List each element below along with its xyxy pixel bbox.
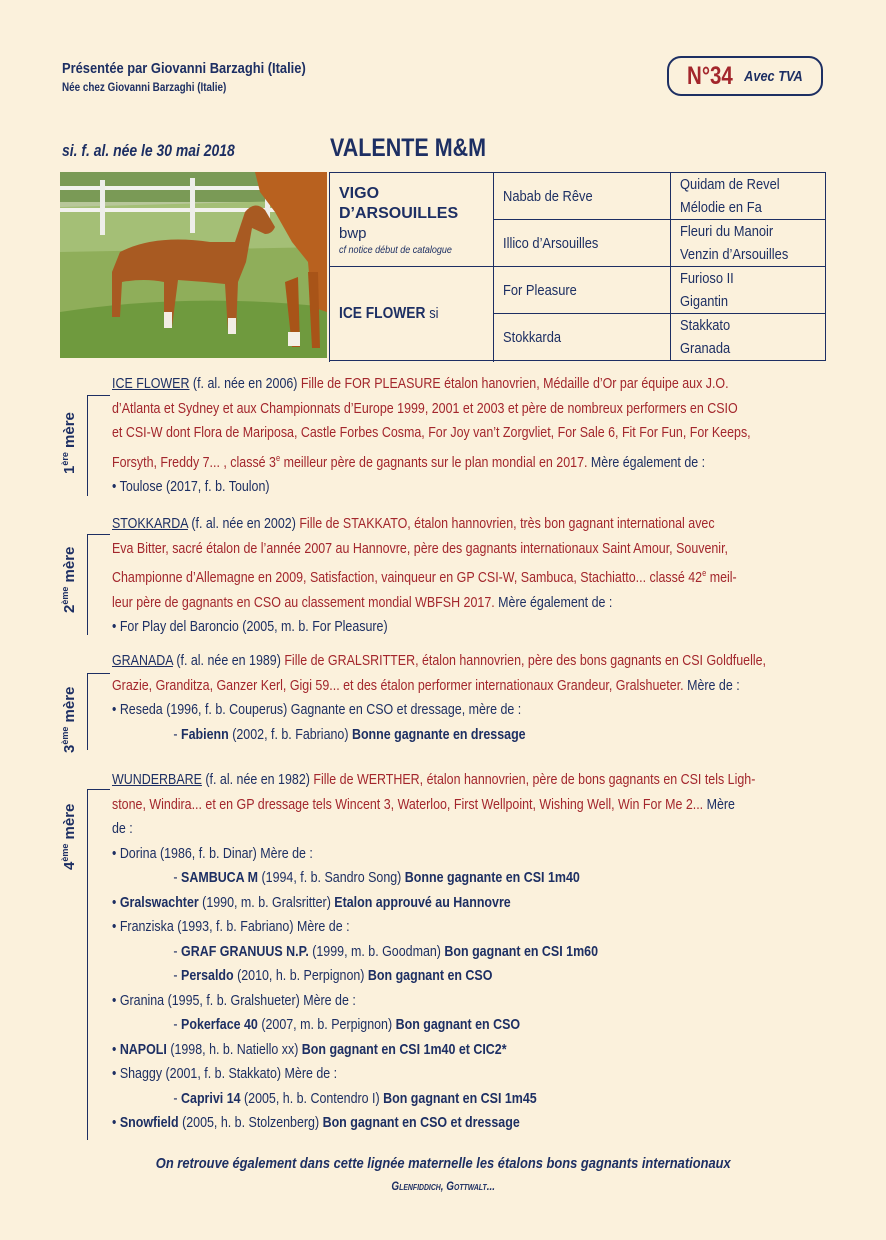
- pedigree-gen3-3-4: Fleuri du Manoir Venzin d’Arsouilles: [671, 220, 826, 267]
- bracket-1: [87, 395, 110, 496]
- dam-name: STOKKARDA: [112, 515, 188, 532]
- birth-line: si. f. al. née le 30 mai 2018: [62, 141, 235, 160]
- breeder-line: Née chez Giovanni Barzaghi (Italie): [62, 82, 227, 94]
- dam-studbook: si: [429, 304, 439, 322]
- offspring-item: • Toulose (2017, f. b. Toulon): [112, 478, 270, 495]
- offspring-item: • Snowfield (2005, h. b. Stolzenberg) Bon gagnant en CSO et dressage: [112, 1114, 520, 1131]
- pedigree-dam: [330, 267, 494, 361]
- pedigree-sire: [330, 173, 494, 267]
- sire-name-1: VIGO: [339, 184, 380, 202]
- offspring-item: • Franziska (1993, f. b. Fabriano) Mère de :: [112, 918, 350, 935]
- bracket-4: [87, 789, 110, 1140]
- sire-note: cf notice début de catalogue: [339, 243, 452, 256]
- dam-name: WUNDERBARE: [112, 771, 202, 788]
- offspring-item: - Pokerface 40 (2007, m. b. Perpignon) Bon gagnant en CSO: [173, 1016, 521, 1033]
- pedigree-gen2-4: Stokkarda: [494, 314, 671, 361]
- offspring-item: - Caprivi 14 (2005, h. b. Contendro I) Bon gagnant en CSI 1m45: [173, 1089, 537, 1107]
- offspring-item: • NAPOLI (1998, h. b. Natiello xx) Bon gagnant en CSI 1m40 et CIC2*: [112, 1040, 507, 1058]
- bracket-3: [87, 673, 110, 750]
- pedigree-gen2-2: Illico d’Arsouilles: [494, 220, 671, 267]
- dam-name: GRANADA: [112, 652, 173, 669]
- tax-label: Avec TVA: [744, 67, 804, 85]
- section-2eme-mere: STOKKARDA (f. al. née en 2002) Fille de STAKKATO, étalon hannovrien, très bon gagnant international avec Eva Bitter, sacré étalon de l’année 2007 au Hannovre, père des gagnants internationaux Saint Amour, Souvenir, Championne d’Allemagne en 2009, Satisfaction, vainqueur en GP CSI-W, Sambuca, Stachiatto... classé 42e meil- leur père de gagnants en CSO au classement mondial WBFSH 2017. Mère également de : • For Play del Baroncio (2005, m. b. For Pleasure): [112, 512, 826, 640]
- pedigree-gen2-3: For Pleasure: [494, 267, 671, 314]
- dam-name: ICE FLOWER: [339, 304, 426, 322]
- lot-badge: [667, 56, 823, 96]
- bracket-2: [87, 534, 110, 635]
- sire-studbook: bwp: [339, 224, 367, 242]
- offspring-item: • Granina (1995, f. b. Gralshueter) Mère de :: [112, 991, 356, 1009]
- dam-name: ICE FLOWER: [112, 375, 190, 392]
- pedigree-gen3-5-6: Furioso II Gigantin: [671, 267, 826, 314]
- label-3eme-mere: 3ème mère: [60, 686, 78, 753]
- section-4eme-mere: WUNDERBARE (f. al. née en 1982) Fille de WERTHER, étalon hannovrien, père de bons gagnants en CSI tels Ligh- stone, Windira... et en GP dressage tels Wincent 3, Waterloo, First Wellpoint, Wishing Well, Win For Me 2... Mère de : • Dorina (1986, f. b. Dinar) Mère de : - SAMBUCA M (1994, f. b. Sandro Song) Bonne gagnante en CSI 1m40 • Gralswachter (1990, m. b. Gralsritter) Etalon approuvé au Hannovre • Franziska (1993, f. b. Fabriano) Mère de : - GRAF GRANUUS N.P. (1999, m. b. Goodman) Bon gagnant en CSI 1m60 - Persaldo (2010, h. b. Perpignon) Bon gagnant en CSO • Granina (1995, f. b. Gralshueter) Mère de : - Pokerface 40 (2007, m. b. Perpignon) Bon gagnant en CSO • NAPOLI (1998, h. b. Natiello xx) Bon gagnant en CSI 1m40 et CIC2* • Shaggy (2001, f. b. Stakkato) Mère de : - Caprivi 14 (2005, h. b. Contendro I) Bon gagnant en CSI 1m45 • Snowfield (2005, h. b. Stolzenberg) Bon gagnant en CSO et dressage: [112, 768, 826, 1136]
- offspring-item: • Reseda (1996, f. b. Couperus) Gagnante en CSO et dressage, mère de :: [112, 701, 522, 718]
- lot-number: N°34: [686, 61, 733, 90]
- label-1ere-mere: 1ère mère: [60, 412, 78, 474]
- pedigree-gen2-1: Nabab de Rêve: [494, 173, 671, 220]
- label-2eme-mere: 2ème mère: [60, 546, 78, 613]
- horse-name: VALENTE M&M: [330, 134, 487, 162]
- offspring-item: • Shaggy (2001, f. b. Stakkato) Mère de :: [112, 1065, 338, 1082]
- footer-line-1: On retrouve également dans cette lignée maternelle les étalons bons gagnants internationaux: [155, 1155, 731, 1172]
- pedigree-gen3-1-2: Quidam de Revel Mélodie en Fa: [671, 173, 826, 220]
- presenter-line: Présentée par Giovanni Barzaghi (Italie): [62, 60, 306, 77]
- offspring-item: - Persaldo (2010, h. b. Perpignon) Bon gagnant en CSO: [173, 967, 493, 984]
- sire-name-2: D’ARSOUILLES: [339, 204, 459, 222]
- offspring-item: • For Play del Baroncio (2005, m. b. For Pleasure): [112, 618, 388, 635]
- offspring-item: - SAMBUCA M (1994, f. b. Sandro Song) Bonne gagnante en CSI 1m40: [173, 869, 580, 886]
- section-3eme-mere: GRANADA (f. al. née en 1989) Fille de GRALSRITTER, étalon hannovrien, père des bons gagnants en CSI Goldfuelle, Grazie, Granditza, Ganzer Kerl, Gigi 59... et des étalon performer internationaux Grandeur, Gralshueter. Mère de : • Reseda (1996, f. b. Couperus) Gagnante en CSO et dressage, mère de : - Fabienn (2002, f. b. Fabriano) Bonne gagnante en dressage: [112, 649, 826, 747]
- foal-photo: [60, 172, 327, 358]
- label-4eme-mere: 4ème mère: [60, 803, 78, 870]
- pedigree-table: [329, 172, 826, 361]
- pedigree-gen3-7-8: Stakkato Granada: [671, 314, 826, 361]
- offspring-item: • Gralswachter (1990, m. b. Gralsritter) Etalon approuvé au Hannovre: [112, 893, 511, 911]
- offspring-item: - GRAF GRANUUS N.P. (1999, m. b. Goodman) Bon gagnant en CSI 1m60: [173, 942, 599, 960]
- section-1ere-mere: ICE FLOWER (f. al. née en 2006) Fille de FOR PLEASURE étalon hanovrien, Médaille d’Or par équipe aux J.O. d’Atlanta et Sydney et aux Championnats d’Europe 1999, 2001 et 2003 et père de nombreux performers en CSIO et CSI-W dont Flora de Mariposa, Castle Forbes Cosma, For Joy van’t Zorgvliet, For Sale 6, Fit For Fun, For Keeps, Forsyth, Freddy 7... , classé 3e meilleur père de gagnants sur le plan mondial en 2017. Mère également de : • Toulose (2017, f. b. Toulon): [112, 372, 826, 500]
- offspring-item: • Dorina (1986, f. b. Dinar) Mère de :: [112, 844, 313, 862]
- footer-line-2: Glenfiddich, Gottwalt...: [391, 1181, 495, 1193]
- offspring-item: - Fabienn (2002, f. b. Fabriano) Bonne gagnante en dressage: [173, 725, 526, 743]
